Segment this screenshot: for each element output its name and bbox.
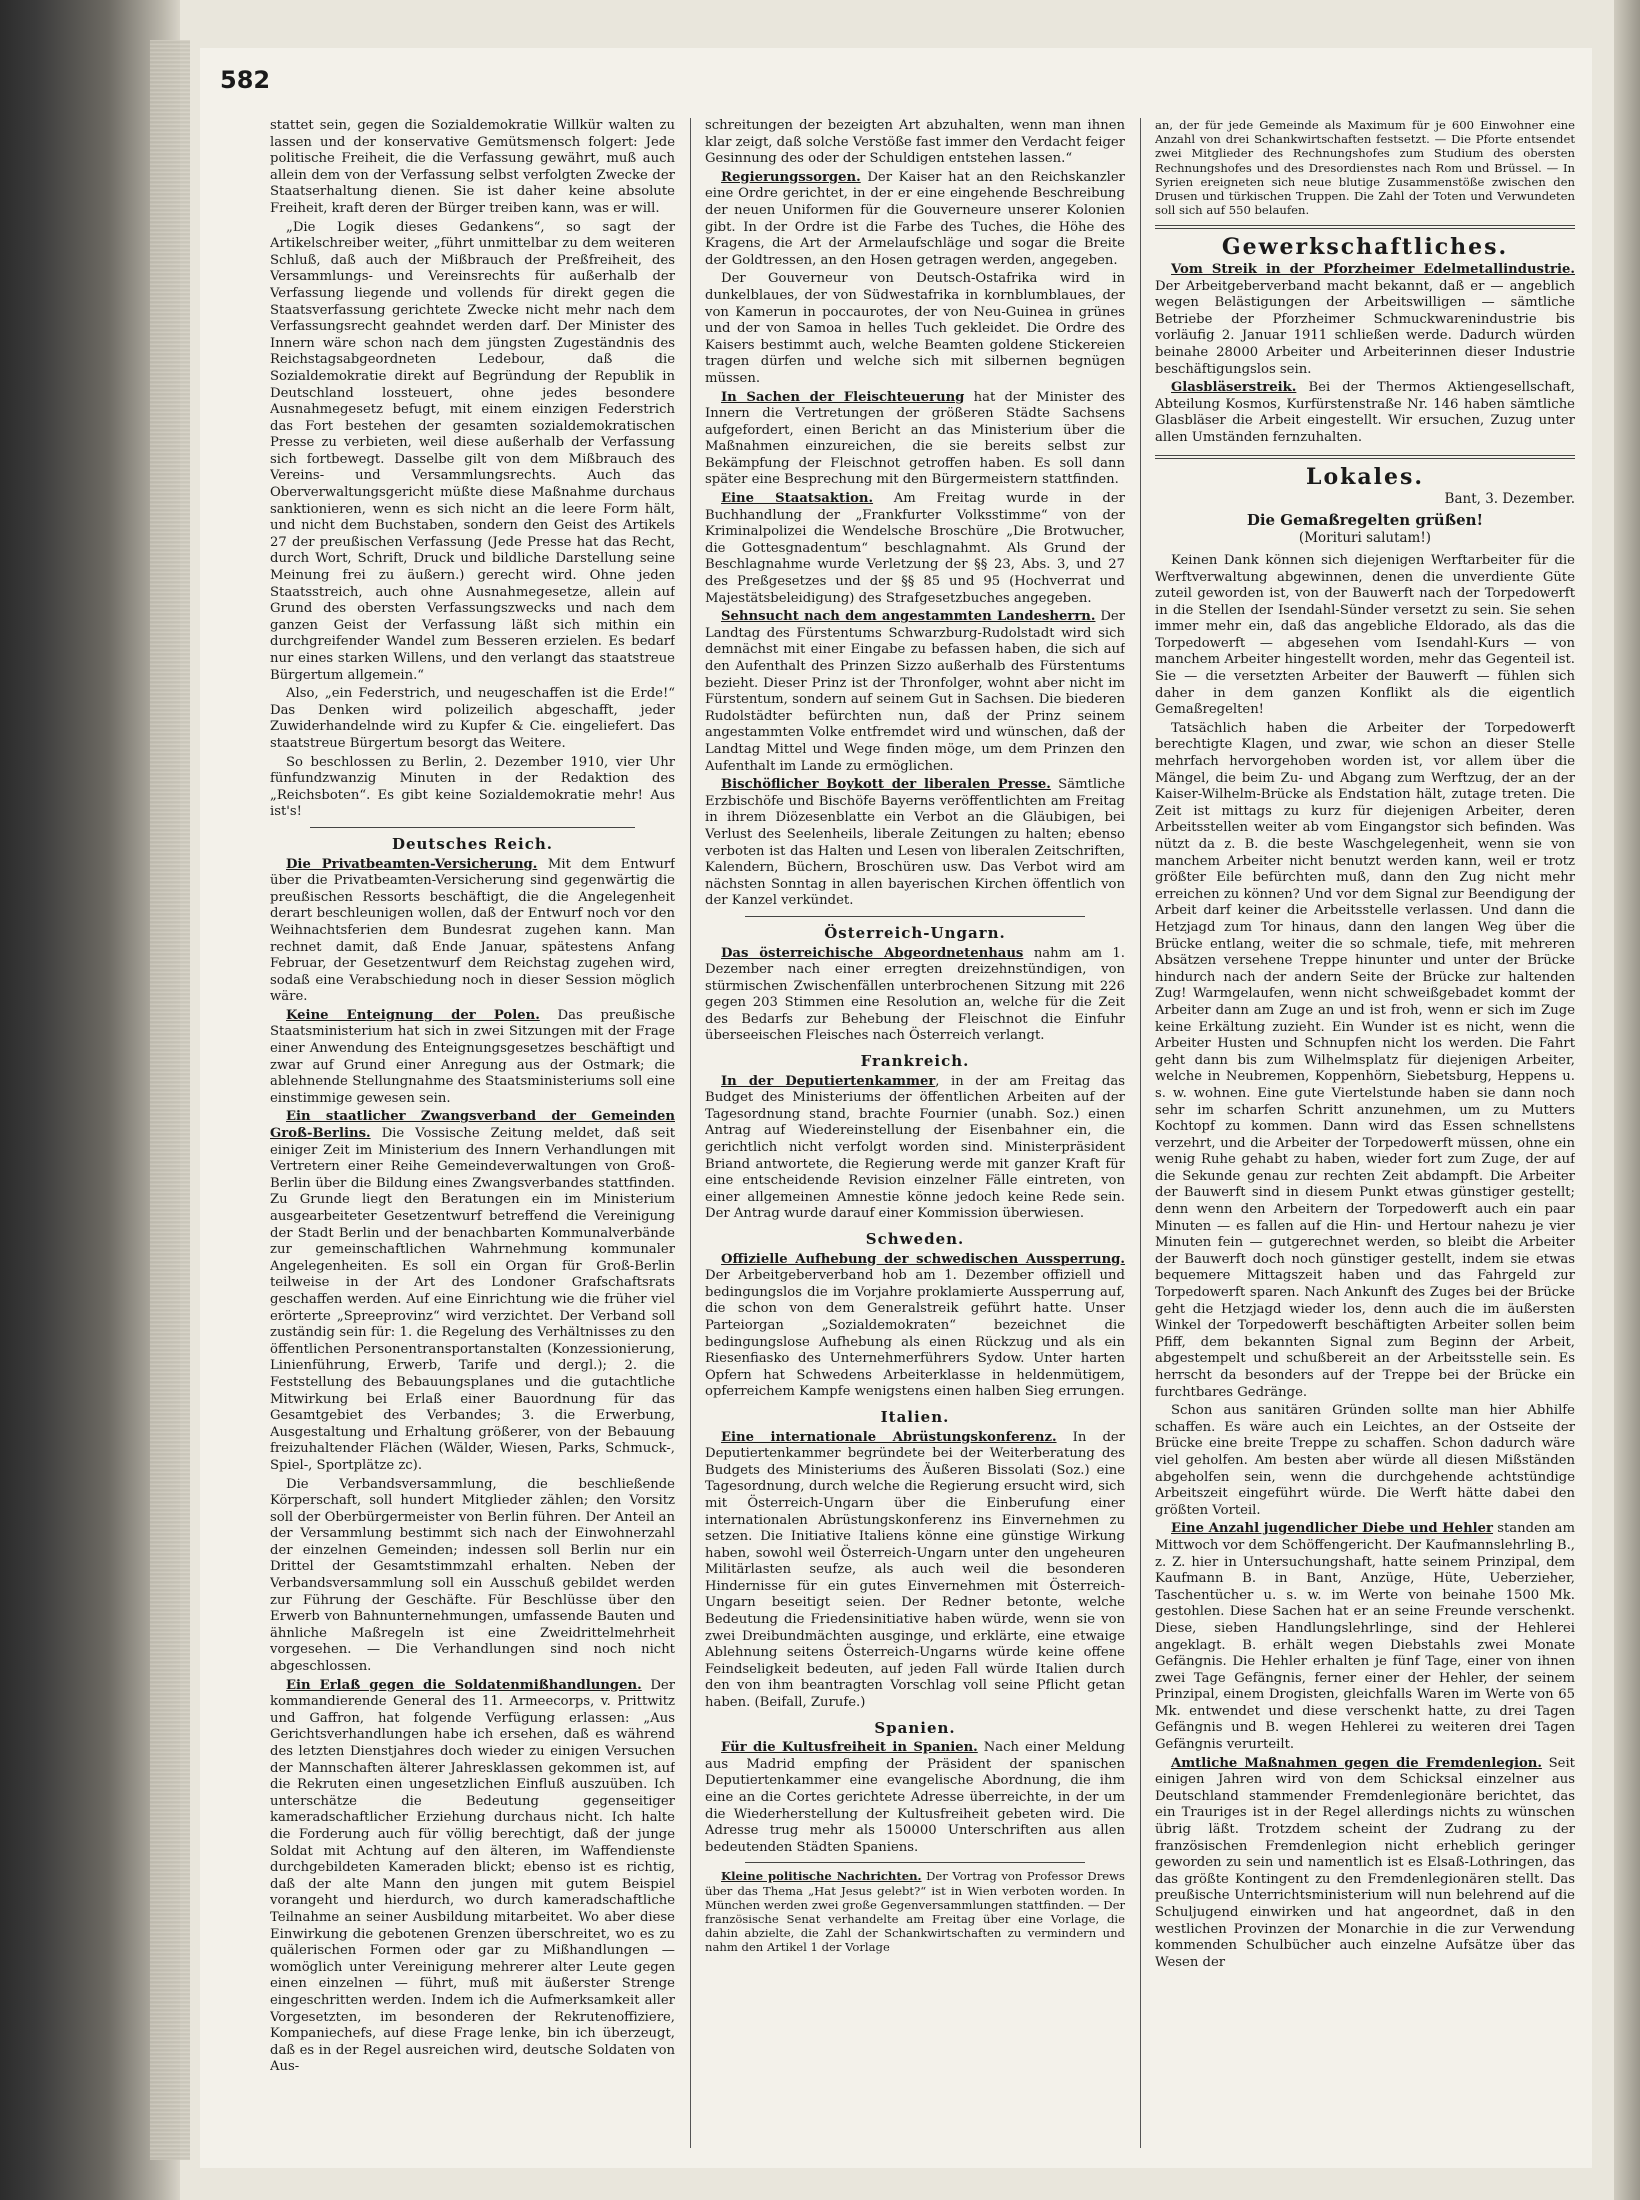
section-heading: Spanien. xyxy=(874,1718,956,1737)
paragraph: Schon aus sanitären Gründen sollte man hier Abhilfe schaffen. Es wäre auch ein Leichtes, an der Ostseite der Brücke eine breite Treppe zu schaffen. Schon dadurch wäre viel geholfen. Am besten aber würde all diesen Mißständen abgeholfen sein, wenn die durchgehende achtstündige Arbeitszeit eingeführt würde. Die Werft hätte dabei den größten Vorteil. xyxy=(1155,1403,1575,1518)
article-text: Der Arbeitgeberverband hob am 1. Dezember offiziell und bedingungslos die im Vorjahre proklamierte Aussperrung auf, die schon von dem Generalstreik geführt hatte. Unser Parteiorgan „Sozialdemokraten“ bezeichnet die bedingungslose Aufhebung als einen Rückzug und als ein Riesenfiasko des Unternehmerführers Sydow. Unter harten Opfern hat Schwedens Arbeiterklasse in heldenmütigem, opferreichem Kampfe wenigstens einen halben Sieg errungen. xyxy=(705,1268,1125,1400)
article-text: Der Arbeitgeberverband macht bekannt, daß er — angeblich wegen Belästigungen der Arbeitswilligen — sämtliche Betriebe der Pforzheimer Schmuckwarenindustrie bis vorläufig 2. Januar 1911 schließen werde. Dadurch würden beinahe 28000 Arbeiter und Arbeiterinnen dieser Industrie beschäftigungslos sein. xyxy=(1155,278,1575,377)
article-headline: Für die Kultusfreiheit in Spanien. xyxy=(721,1740,978,1756)
article-text: hat der Minister des Innern die Vertretungen der größeren Städte Sachsens aufgefordert, einen Bericht an das Ministerium über die Maßnahmen einzureichen, die sie bereits selbst zur Bekämpfung der Fleischnot getroffen haben. Es soll dann später eine Besprechung mit den Bürgermeistern stattfinden. xyxy=(705,389,1125,488)
article-headline: Ein Erlaß gegen die Soldatenmißhandlungen. xyxy=(286,1677,642,1693)
column-rule xyxy=(1140,118,1141,2148)
paragraph: Die Verbandsversammlung, die beschließende Körperschaft, soll hundert Mitglieder zählen; den Vorsitz soll der Oberbürgermeister von Berlin führen. Der Anteil an der Versammlung bestimmt sich nach der Einwohnerzahl der einzelnen Gemeinden; indessen soll Berlin nur ein Drittel der Gesamtstimmzahl erhalten. Neben der Verbandsversammlung soll ein Ausschuß gebildet werden zur Führung der Geschäfte. Für Beschlüsse über den Erwerb von Bahnunternehmungen, umfassende Bauten und ähnliche Maßregeln ist eine Zweidrittelmehrheit vorgesehen. — Die Verhandlungen sind noch nicht abgeschlossen. xyxy=(270,1476,675,1675)
paragraph: Keinen Dank können sich diejenigen Werftarbeiter für die Werftverwaltung abgewinnen, denen die unverdiente Güte zuteil geworden ist, von der Bauwerft nach der Torpedowerft in die Stellen der Isendahl-Sünder versetzt zu sein. Sie sehen immer mehr ein, daß das angebliche Eldorado, als das die Torpedowerft — abgesehen vom Isendahl-Kurs — von manchem Arbeiter hingestellt worden, mehr das Gegenteil ist. Sie — die versetzten Arbeiter der Bauwerft — fühlen sich daher in dem ganzen Konflikt als die eigentlich Gemaßregelten! xyxy=(1155,552,1575,718)
article xyxy=(705,1430,1125,1712)
paragraph: Der Gouverneur von Deutsch-Ostafrika wird in dunkelblaues, der von Südwestafrika in kornblumblaues, der von Kamerun in poccaurotes, der von Neu-Guinea in grünes und der von Samoa in helles Tuch gekleidet. Die Ordre des Kaisers bestimmt auch, welche Beamten goldene Stickereien tragen dürfen und welche sich mit silbernen begnügen müssen. xyxy=(705,271,1125,386)
article-text: Das preußische Staatsministerium hat sich in zwei Sitzungen mit der Frage einer Anwendung des Enteignungsgesetzes beschäftigt und zwar auf Grund einer Anregung aus der Ostmark; die ablehnende Stellungnahme des Staatsministeriums soll eine einstimmige gewesen sein. xyxy=(270,1007,675,1106)
article-headline: Eine Anzahl jugendlicher Diebe und Hehler xyxy=(1171,1521,1493,1537)
paragraph: stattet sein, gegen die Sozialdemokratie Willkür walten zu lassen und der konservative Gemütsmensch folgert: Jede politische Freiheit, die die Verfassung gewährt, muß auch allein dem von der Verfassung selbst verfolgten Zwecke der Staatserhaltung dienen. Sie ist daher keine absolute Freiheit, kraft deren der Bürger treiben kann, was er will. xyxy=(270,118,675,216)
article-text: Der Landtag des Fürstentums Schwarzburg-Rudolstadt wird sich demnächst mit einer Eingabe zu befassen haben, die sich auf den Aufenthalt des Prinzen Sizzo außerhalb des Fürstentums bezieht. Dieser Prinz ist der Thronfolger, wohnt aber nicht im Fürstentum, sondern auf seinem Gut in Sachsen. Die biederen Rudolstädter befürchten nun, daß der Prinz seinem angestammten Volke entfremdet wird und wünschen, daß der Landtag Mittel und Wege finden möge, um dem Prinzen den Aufenthalt im Lande zu ermöglichen. xyxy=(705,609,1125,774)
article-text: nahm am 1. Dezember nach einer erregten dreizehnstündigen, von stürmischen Zwischenfällen unterbrochenen Sitzung mit 226 gegen 203 Stimmen eine Resolution an, welche für die Zeit des Bedarfs zur Behebung der Fleischnot die Einfuhr überseeischen Fleisches nach Österreich verlangt. xyxy=(705,945,1125,1044)
article-text: Der kommandierende General des 11. Armeecorps, v. Prittwitz und Gaffron, hat folgende Verfügung erlassen: „Aus Gerichtsverhandlungen habe ich ersehen, daß es während des letzten Dienstjahres doch wieder zu einigen Versuchen der Mannschaften älterer Jahresklassen gekommen ist, auf die Rekruten einen ungesetzlichen Einfluß auszuüben. Ich unterschätze die Bedeutung gegenseitiger kameradschaftlicher Erziehung durchaus nicht. Ich halte die Forderung auch für völlig berechtigt, daß der junge Soldat mit Achtung auf den älteren, im Waffendienste durchgebildeten Kameraden blickt; ebenso ist es richtig, daß der alte Mann den jungen mit gutem Beispiel vorangeht und hierdurch, wo durch kameradschaftliche Teilnahme an seiner Ausbildung mitarbeitet. Wo aber diese Einwirkung die gebotenen Grenzen überschreitet, wo es zu quälerischen Formen oder gar zu Mißhandlungen — womöglich unter Vereinigung mehrerer alter Leute gegen einen einzelnen — führt, muß mit äußerster Strenge eingeschritten werden. Indem ich die Aufmerksamkeit aller Vorgesetzten, im besonderen der Rekrutenoffiziere, Kompaniechefs, auf diese Frage lenke, bin ich überzeugt, daß es in der Regel ausreichen wird, deutsche Soldaten von Aus- xyxy=(270,1677,675,2075)
divider xyxy=(1155,455,1575,459)
section-heading: Deutsches Reich. xyxy=(391,834,554,853)
article-text: Mit dem Entwurf über die Privatbeamten-Versicherung sind gegenwärtig die preußischen Ressorts beschäftigt, die die Angelegenheit derart beschleunigen wollen, daß der Entwurf noch vor den Weihnachtsferien dem Bundesrat zugehen kann. Man rechnet damit, daß Ende Januar, spätestens Anfang Februar, der Gesetzentwurf dem Reichstag zugehen wird, sodaß eine Verabschiedung noch in dieser Session möglich wäre. xyxy=(270,856,675,1005)
article-headline: Amtliche Maßnahmen gegen die Fremdenlegion. xyxy=(1171,1755,1542,1771)
article xyxy=(270,857,675,1006)
article-headline: Keine Enteignung der Polen. xyxy=(286,1007,540,1023)
divider xyxy=(745,916,1085,917)
article-text: Die Vossische Zeitung meldet, daß seit einiger Zeit im Ministerium des Innern Verhandlungen mit Vertretern einer Reihe Gemeindeverwaltungen von Groß-Berlin über die Bildung eines Zwangsverbandes stattfinden. Zu Grunde liegt den Beratungen ein im Ministerium ausgearbeiteter Gesetzentwurf betreffend die Vereinigung der Stadt Berlin und der benachbarten Kommunalverbände zur gemeinschaftlichen Wahrnehmung kommunaler Angelegenheiten. Es soll ein Organ für Groß-Berlin teilweise in der Art des Londoner Grafschaftsrats geschaffen werden. Auf eine Einrichtung wie die früher viel erörterte „Spreeprovinz“ wird verzichtet. Der Verband soll zuständig sein für: 1. die Regelung des Verhältnisses zu den öffentlichen Personentransportanstalten (Konzessionierung, Linienführung, Erwerb, Tarife und dergl.); 2. die Feststellung des Bebauungsplanes und die gutachtliche Mitwirkung bei Erlaß einer Bauordnung für das Gesamtgebiet des Verbandes; 3. die Erwerbung, Ausgestaltung und Erhaltung größerer, von der Bebauung freizuhaltender Flächen (Wälder, Wiesen, Parks, Schmuck-, Spiel-, Sportplätze zc). xyxy=(270,1126,675,1473)
article-headline: Regierungssorgen. xyxy=(721,169,861,185)
article xyxy=(705,1740,1125,1856)
article xyxy=(705,1869,1125,1954)
paragraph: So beschlossen zu Berlin, 2. Dezember 1910, vier Uhr fünfundzwanzig Minuten in der Redaktion des „Reichsboten“. Es gibt keine Sozialdemokratie mehr! Aus ist's! xyxy=(270,754,675,820)
column-1 xyxy=(270,118,675,2148)
article-text: Seit einigen Jahren wird von dem Schicksal einzelner aus Deutschland stammender Fremdenlegionäre berichtet, das ein Trauriges ist in der Regel allerdings nichts zu wünschen übrig läßt. Trotzdem scheint der Zudrang zu der französischen Fremdenlegion nicht erheblich geringer geworden zu sein und namentlich ist es Elsaß-Lothringen, das das größte Kontingent zu den Fremdenlegionären stellt. Das preußische Unterrichtsministerium will nun belehrend auf die Schuljugend einwirken und hat angeordnet, daß in den westlichen Provinzen der Monarchie in die zur Verwendung kommenden Schulbücher auch einzelne Aufsätze über das Wesen der xyxy=(1155,1755,1575,1970)
article xyxy=(1155,380,1575,446)
section-heading: Lokales. xyxy=(1305,463,1425,490)
divider xyxy=(1155,225,1575,229)
article xyxy=(1155,1756,1575,1972)
article xyxy=(705,1252,1125,1401)
article-text: Der Kaiser hat an den Reichskanzler eine Ordre gerichtet, in der er eine eingehende Beschreibung der neuen Uniformen für die Gouverneure unserer Kolonien gibt. In der Ordre ist die Farbe des Tuches, die Höhe des Kragens, die Art der Armelaufschläge und sogar die Breite der Goldtressen, an den Hosen getragen werden, angegeben. xyxy=(705,169,1125,268)
article xyxy=(705,1074,1125,1223)
article-title: Die Gemaßregelten grüßen! xyxy=(1246,510,1484,529)
article-text: In der Deputiertenkammer begründete bei der Weiterberatung des Budgets des Ministeriums des Äußeren Bissolati (Soz.) eine Tagesordnung, durch welche die Regierung ersucht wird, sich mit Österreich-Ungarn über die Einberufung einer internationalen Abrüstungskonferenz ins Einvernehmen zu setzen. Die Initiative Italiens könne eine günstige Wirkung haben, sowohl weil Österreich-Ungarn unter den ungeheuren Militärlasten seufze, als auch weil die besonderen Hindernisse für ein gutes Einvernehmen mit Österreich-Ungarn beseitigt seien. Der Redner betonte, welche Bedeutung die Friedensinitiative haben würde, wenn sie von zwei Dreibundmächten ausginge, und erklärte, eine etwaige Ablehnung seitens Österreich-Ungarns würde keine offene Feindseligkeit bedeuten, auf jeden Fall würde Italien durch den von ihm beantragten Vorschlag voll seine Pflicht getan haben. (Beifall, Zurufe.) xyxy=(705,1429,1125,1711)
article-headline: Kleine politische Nachrichten. xyxy=(721,1869,922,1884)
article-headline: Eine internationale Abrüstungskonferenz. xyxy=(721,1429,1057,1445)
paragraph: Also, „ein Federstrich, und neugeschaffen ist die Erde!“ Das Denken wird polizeilich abgeschafft, jeder Zuwiderhandelnde wird zu Kupfer & Cie. eingeliefert. Das staatstreue Bürgertum besorgt das Weitere. xyxy=(270,686,675,751)
page-stack-edge xyxy=(150,40,190,2160)
article-headline: Ein staatlicher Zwangsverband der Gemeinden Groß-Berlins. xyxy=(270,1109,675,1142)
column-rule xyxy=(690,118,691,2148)
article-text: standen am Mittwoch vor dem Schöffengericht. Der Kaufmannslehrling B., z. Z. hier in Untersuchungshaft, hatte seinem Prinzipal, dem Kaufmann B. in Bant, Anzüge, Hüte, Ueberzieher, Taschentücher u. s. w. im Werte von beinahe 1500 Mk. gestohlen. Diese Sachen hat er an seine Freunde verschenkt. Diese, sieben Handlungslehrlinge, sind der Hehlerei angeklagt. B. erhält wegen Diebstahls zwei Monate Gefängnis. Die Hehler erhalten je fünf Tage, einer von ihnen zwei Tage Gefängnis, ferner einer der Hehler, der seinem Prinzipal, einem Drogisten, gleichfalls Waren im Werte von 65 Mk. entwendet und diese verschenkt hatte, zu drei Tagen Gefängnis und B. wegen Hehlerei zu weiteren drei Tagen Gefängnis verurteilt. xyxy=(1155,1521,1575,1753)
article-text: Nach einer Meldung aus Madrid empfing der Präsident der spanischen Deputiertenkammer eine evangelische Abordnung, die ihm eine an die Cortes gerichtete Adresse überreichte, in der um die Wiederherstellung der Kultusfreiheit gebeten wird. Die Adresse trug mehr als 150000 Unterschriften aus allen bedeutenden Städten Spaniens. xyxy=(705,1740,1125,1855)
article xyxy=(705,946,1125,1046)
article-headline: Glasbläserstreik. xyxy=(1171,380,1297,396)
article-text: Am Freitag wurde in der Buchhandlung der „Frankfurter Volksstimme“ von der Kriminalpolizei die Wendelsche Broschüre „Die Brotwucher, die Gottesgnadentum“ beschlagnahmt. Als Grund der Beschlagnahme wurde Verletzung der §§ 23, Abs. 3, und 27 des Preßgesetzes und der §§ 85 und 95 (Hochverrat und Majestätsbeleidigung) des Strafgesetzbuches angegeben. xyxy=(705,491,1125,606)
article-headline: Bischöflicher Boykott der liberalen Presse. xyxy=(721,777,1051,793)
article-headline: Die Privatbeamten-Versicherung. xyxy=(286,856,538,872)
article-text: Bei der Thermos Aktiengesellschaft, Abteilung Kosmos, Kurfürstenstraße Nr. 146 haben sämtliche Glasbläser die Arbeit eingestellt. Wir ersuchen, Zuzug unter allen Umständen fernzuhalten. xyxy=(1155,380,1575,445)
article-text: Der Vortrag von Professor Drews über das Thema „Hat Jesus gelebt?“ ist in Wien verboten worden. In München werden zwei große Gegenversammlungen stattfinden. — Der französische Senat verhandelte am Freitag über eine Vorlage, die dahin abzielte, die Zahl der Schankwirtschaften zu vermindern und nahm den Artikel 1 der Vorlage xyxy=(705,1869,1125,1955)
divider xyxy=(745,1862,1085,1863)
section-heading: Italien. xyxy=(880,1407,950,1426)
section-heading: Frankreich. xyxy=(860,1052,970,1071)
article-headline: Vom Streik in der Pforzheimer Edelmetallindustrie. xyxy=(1171,262,1575,278)
article-headline: Sehnsucht nach dem angestammten Landesherrn. xyxy=(721,609,1096,625)
article-headline: In Sachen der Fleischteuerung xyxy=(721,389,965,405)
newspaper-page xyxy=(200,48,1592,2168)
column-2 xyxy=(705,118,1125,2148)
article xyxy=(270,1678,675,2076)
article xyxy=(1155,262,1575,378)
article xyxy=(705,170,1125,270)
article xyxy=(705,609,1125,775)
article xyxy=(705,777,1125,910)
article xyxy=(270,1008,675,1108)
article xyxy=(705,491,1125,607)
article xyxy=(1155,1521,1575,1753)
column-3 xyxy=(1155,118,1575,2148)
article-headline: Das österreichische Abgeordnetenhaus xyxy=(721,945,1024,961)
right-page-edge xyxy=(1614,0,1640,2200)
paragraph: schreitungen der bezeigten Art abzuhalten, wenn man ihnen klar zeigt, daß solche Verstöße fast immer den Verdacht feiger Gesinnung des oder der Schuldigen entstehen lassen.“ xyxy=(705,118,1125,167)
article-headline: Offizielle Aufhebung der schwedischen Aussperrung. xyxy=(721,1251,1125,1267)
paragraph: an, der für jede Gemeinde als Maximum für je 600 Einwohner eine Anzahl von drei Schankwirtschaften festsetzt. — Die Pforte entsendet zwei Mitglieder des Rechnungshofes zum Studium des obersten Rechnungshofes und des Dresordienstes nach Rom und Brüssel. — In Syrien ereigneten sich neue blutige Zusammenstöße zwischen den Drusen und türkischen Truppen. Die Zahl der Toten und Verwundeten soll sich auf 550 belaufen. xyxy=(1155,118,1575,218)
article-subtitle: (Morituri salutam!) xyxy=(1298,530,1432,547)
page-number: 582 xyxy=(220,66,271,94)
article xyxy=(270,1109,675,1474)
divider xyxy=(310,827,635,828)
article-headline: In der Deputiertenkammer xyxy=(721,1073,936,1089)
section-heading: Österreich-Ungarn. xyxy=(824,923,1006,942)
article xyxy=(705,390,1125,490)
article-headline: Eine Staatsaktion. xyxy=(721,491,874,507)
paragraph: Tatsächlich haben die Arbeiter der Torpedowerft berechtigte Klagen, und zwar, wie schon an dieser Stelle mehrfach hervorgehoben worden ist, vor allem über die Mängel, die beim Zu- und Abgang zum Werftzug, der an der Kaiser-Wilhelm-Brücke als Endstation hält, zutage treten. Die Zeit ist mittags zu kurz für diejenigen Arbeiter, deren Arbeitsstellen weiter ab vom Eingangstor sich befinden. Was nützt da z. B. die beste Waschgelegenheit, wenn sie von manchem Arbeiter nicht benutzt werden kann, weil er trotz größter Eile befürchten muß, dann den Zug nicht mehr erreichen zu können? Und vor dem Signal zur Beendigung der Arbeit darf keiner die Arbeitsstelle verlassen. Und dann die Hetzjagd zum Tor hinaus, dann den langen Weg über die Brücke entlang, weiter die so schmale, tiefe, mit mehreren Absätzen versehene Treppe hinunter und unter der Brücke hindurch nach der andern Seite der Brücke zur haltenden Zug! Warmgelaufen, wenn nicht schweißgebadet kommt der Arbeiter dann am Zuge an und ist froh, wenn er sich im Zuge keine Erkältung zuzieht. Ein Wunder ist es nicht, wenn die Arbeiter Husten und Schnupfen nicht los werden. Die Fahrt geht dann bis zum Wilhelmsplatz für diejenigen Arbeiter, welche in Neubremen, Koppenhörn, Siebetsburg, Heppens u. s. w. wohnen. Eine gute Viertelstunde haben sie dann noch sehr im scharfen Schritt anzunehmen, um zu Mutters Kochtopf zu kommen. Dann wird das Essen schnellstens verzehrt, und die Arbeiter der Torpedowerft müssen, ohne ein wenig Ruhe gehabt zu haben, wieder fort zum Zuge, der auf die Sekunde genau zur rechten Zeit abdampft. Die Arbeiter der Bauwerft sind in diesem Punkt etwas günstiger gestellt; denn wenn den Arbeitern der Torpedowerft auch ein paar Minuten — es fallen auf die Hin- und Hertour nahezu je vier Minuten fein — gutgerechnet werden, so bleibt die Arbeiter der Bauwerft doch noch günstiger gestellt, indem sie etwas bequemere Mittagszeit haben und das Fahrgeld zur Torpedowerft sparen. Nach Ankunft des Zuges bei der Brücke geht die Hetzjagd wieder los, denn auch die im äußersten Winkel der Torpedowerft beschäftigten Arbeiter sollen beim Pfiff, dem bekannten Signal zum Beginn der Arbeit, abgestempelt und schußbereit an der Arbeitsstelle sein. Es herrscht da besonders auf der Treppe bei der Brücke ein furchtbares Gedränge. xyxy=(1155,720,1575,1400)
section-heading: Gewerkschaftliches. xyxy=(1221,234,1509,261)
article-text: Sämtliche Erzbischöfe und Bischöfe Bayerns veröffentlichten am Freitag in ihrem Diözesenblatte ein Verbot an die Gläubigen, bei Verlust des Seelenheils, liberale Zeitungen zu halten; ebenso verboten ist das Halten und Lesen von liberalen Zeitschriften, Kalendern, Büchern, Broschüren usw. Das Verbot wird am nächsten Sonntag in allen bayerischen Kirchen öffentlich von der Kanzel verkündet. xyxy=(705,777,1125,909)
section-heading: Schweden. xyxy=(865,1230,965,1248)
article-text: , in der am Freitag das Budget des Ministeriums der öffentlichen Arbeiten auf der Tagesordnung stand, brachte Fournier (unabh. Soz.) einen Antrag auf Wiedereinstellung der Eisenbahner ein, die gerichtlich nicht verfolgt worden sind. Ministerpräsident Briand antwortete, die Regierung werde mit ganzer Kraft für eine entscheidende Revision einzelner Fälle eintreten, von einer allgemeinen Amnestie könne jedoch keine Rede sein. Der Antrag wurde darauf einer Kommission überwiesen. xyxy=(705,1073,1125,1222)
paragraph: „Die Logik dieses Gedankens“, so sagt der Artikelschreiber weiter, „führt unmittelbar zu dem weiteren Schluß, daß auch der Mißbrauch der Preßfreiheit, des Versammlungs- und Vereinsrechts für außerhalb der Verfassung liegende und vollends für direkt gegen die Staatsverfassung gerichtete Zwecke nicht mehr nach dem Verfassungsrecht geahndet werden darf. Der Minister des Innern wäre schon nach dem jüngsten Zugeständnis des Reichstagsabgeordneten Ledebour, daß die Sozialdemokratie direkt auf Begründung der Republik in Deutschland lossteuert, ohne jedes besondere Ausnahmegesetz befugt, mit einem einzigen Federstrich das Fort bestehen der gesamten sozialdemokratischen Presse zu verbieten, weil diese außerhalb der Verfassung sich fortbewegt. Dasselbe gilt von dem Mißbrauch des Vereins- und Versammlungsrechts. Auch das Oberverwaltungsgericht müßte diese Maßnahme durchaus sanktionieren, wenn es sich nicht an die leere Form hält, und nicht dem Buchstaben, sondern den Geist des Artikels 27 der preußischen Verfassung (Jede Presse hat das Recht, durch Wort, Schrift, Druck und bildliche Darstellung seine Meinung frei zu äußern.) gerecht wird. Ohne jeden Staatsstreich, auch ohne Ausnahmegesetze, allein auf Grund des obersten Verfassungszwecks und nach dem ganzen Geist der Verfassung läßt sich mithin ein durchgreifender Wandel zum Besseren erzielen. Es bedarf nur eines starken Willens, und den verlangt das staatstreue Bürgertum allgemein.“ xyxy=(270,219,675,683)
dateline: Bant, 3. Dezember. xyxy=(1444,491,1575,508)
